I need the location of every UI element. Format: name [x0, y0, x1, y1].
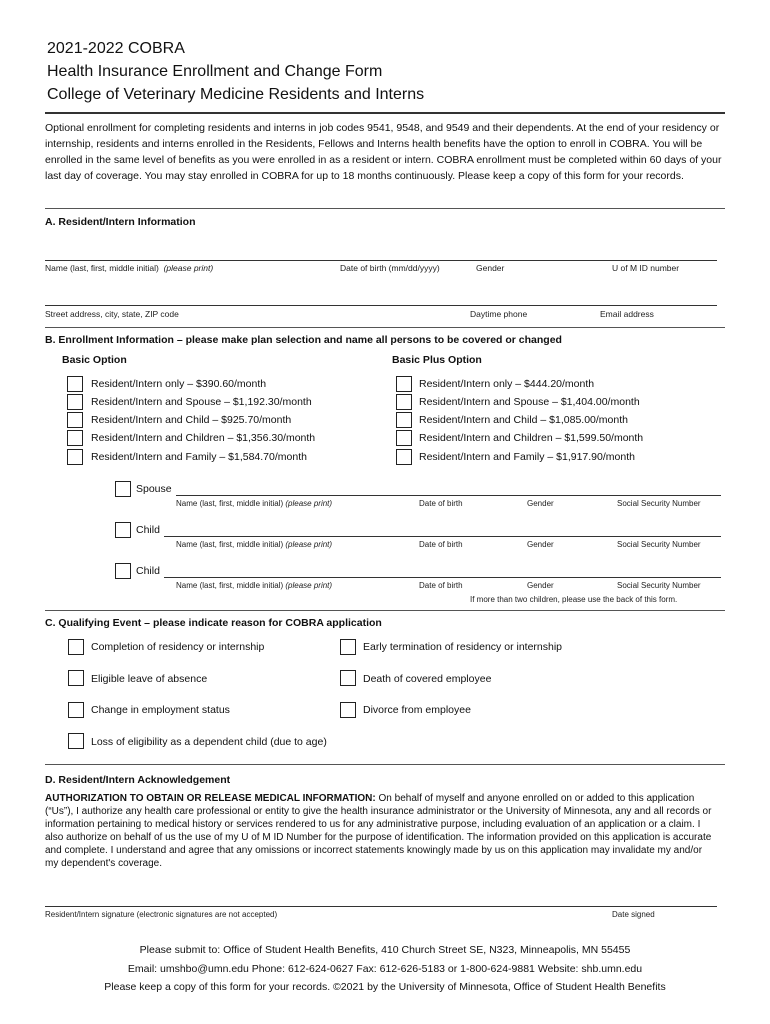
basic-plus-option-title: Basic Plus Option	[392, 354, 482, 366]
plus-option-label-4: Resident/Intern and Children – $1,599.50/month	[419, 432, 644, 444]
email-label: Email address	[600, 309, 654, 319]
plus-option-label-3: Resident/Intern and Child – $1,085.00/month	[419, 414, 628, 426]
event-divorce-label: Divorce from employee	[363, 704, 471, 716]
address-label: Street address, city, state, ZIP code	[45, 309, 179, 319]
more-children-note: If more than two children, please use the back of this form.	[470, 595, 678, 604]
child-1-label: Child	[136, 524, 160, 536]
intro-paragraph: Optional enrollment for completing residents and interns in job codes 9541, 9548, and 9549 and their dependents. At the end of your residency or internship, residents and interns enrolled in the Residents, Fellows and Interns health benefits have the option to enroll in COBRA. You will be enrolled in the same level of benefits as you were enrolled in as a resident or intern. COBRA enrollment must be completed within 60 days of your last day of coverage. You may stay enrolled in COBRA for up to 18 months continuously. Please keep a copy of this form for your records.	[45, 122, 722, 182]
event-dependent-age-label: Loss of eligibility as a dependent child (due to age)	[91, 736, 327, 748]
spouse-checkbox[interactable]	[115, 481, 131, 497]
basic-option-checkbox-3[interactable]	[67, 412, 83, 428]
spouse-name-label: Name (last, first, middle initial) (please print)	[176, 499, 333, 508]
footer-copyright: Please keep a copy of this form for your records. ©2021 by the University of Minnesota, Office of Student Health Benefits	[104, 981, 666, 993]
resident-info-line-2[interactable]	[45, 305, 717, 306]
plus-option-label-1: Resident/Intern only – $444.20/month	[419, 378, 595, 390]
basic-option-checkbox-1[interactable]	[67, 376, 83, 392]
footer-address: Please submit to: Office of Student Health Benefits, 410 Church Street SE, N323, Minneapolis, MN 55455	[139, 944, 631, 956]
spouse-info-line[interactable]	[176, 495, 721, 496]
basic-option-title: Basic Option	[62, 354, 127, 366]
section-a-divider	[45, 327, 725, 328]
child-1-ssn-label: Social Security Number	[617, 540, 701, 549]
form-subtitle: College of Veterinary Medicine Residents and Interns	[47, 86, 425, 103]
event-employment-change-checkbox[interactable]	[68, 702, 84, 718]
section-c-divider	[45, 764, 725, 765]
dob-label: Date of birth (mm/dd/yyyy)	[340, 263, 440, 273]
authorization-heading: AUTHORIZATION TO OBTAIN OR RELEASE MEDICAL INFORMATION:	[45, 793, 376, 804]
basic-option-label-4: Resident/Intern and Children – $1,356.30/month	[91, 432, 316, 444]
event-leave-label: Eligible leave of absence	[91, 673, 208, 685]
plus-option-label-2: Resident/Intern and Spouse – $1,404.00/month	[419, 396, 640, 408]
basic-option-label-5: Resident/Intern and Family – $1,584.70/month	[91, 451, 307, 463]
phone-label: Daytime phone	[470, 309, 528, 319]
child-2-ssn-label: Social Security Number	[617, 581, 701, 590]
event-completion-checkbox[interactable]	[68, 639, 84, 655]
signature-line[interactable]	[45, 906, 717, 907]
child-2-info-line[interactable]	[164, 577, 721, 578]
name-label: Name (last, first, middle initial) (please print)	[45, 263, 214, 273]
basic-option-checkbox-5[interactable]	[67, 449, 83, 465]
event-early-termination-label: Early termination of residency or internship	[363, 641, 563, 653]
child-1-info-line[interactable]	[164, 536, 721, 537]
event-employment-change-label: Change in employment status	[91, 704, 230, 716]
footer-contact: Email: umshbo@umn.edu Phone: 612-624-0627 Fax: 612-626-5183 or 1-800-624-9881 Website: shb.umn.edu	[127, 963, 643, 975]
spouse-dob-label: Date of birth	[419, 499, 463, 508]
child-1-checkbox[interactable]	[115, 522, 131, 538]
event-completion-label: Completion of residency or internship	[91, 641, 265, 653]
plus-option-checkbox-2[interactable]	[396, 394, 412, 410]
section-b-divider	[45, 610, 725, 611]
event-divorce-checkbox[interactable]	[340, 702, 356, 718]
event-dependent-age-checkbox[interactable]	[68, 733, 84, 749]
plus-option-label-5: Resident/Intern and Family – $1,917.90/month	[419, 451, 635, 463]
gender-label: Gender	[476, 263, 505, 273]
event-early-termination-checkbox[interactable]	[340, 639, 356, 655]
form-title: Health Insurance Enrollment and Change Form	[47, 63, 383, 80]
child-2-checkbox[interactable]	[115, 563, 131, 579]
basic-option-label-3: Resident/Intern and Child – $925.70/month	[91, 414, 292, 426]
authorization-text: On behalf of myself and anyone enrolled on or added to this application (“Us”), I authorize any health care professional or entity to give the health insurance administrator or the University of Minnesota, any and all records or information pertaining to medical history or services rendered to us for any administrative purpose, including evaluation of an application or a claim. I also authorize on behalf of us the use of my U of M ID Number for the purpose of identification. The information provided on this application is accurate and complete. I understand and agree that any omissions or incorrect statements knowingly made by us on this application may invalidate my and/or my dependent's coverage.	[45, 793, 712, 869]
section-c-heading: C. Qualifying Event – please indicate reason for COBRA application	[45, 617, 382, 629]
child-2-label: Child	[136, 565, 160, 577]
child-2-gender-label: Gender	[527, 581, 554, 590]
child-1-gender-label: Gender	[527, 540, 554, 549]
child-2-dob-label: Date of birth	[419, 581, 463, 590]
event-death-label: Death of covered employee	[363, 673, 492, 685]
basic-option-label-1: Resident/Intern only – $390.60/month	[91, 378, 267, 390]
event-leave-checkbox[interactable]	[68, 670, 84, 686]
event-death-checkbox[interactable]	[340, 670, 356, 686]
plus-option-checkbox-4[interactable]	[396, 430, 412, 446]
plus-option-checkbox-1[interactable]	[396, 376, 412, 392]
authorization-paragraph	[45, 792, 717, 870]
signature-label: Resident/Intern signature (electronic signatures are not accepted)	[45, 910, 278, 919]
child-1-name-label: Name (last, first, middle initial) (please print)	[176, 540, 333, 549]
form-title-year: 2021-2022 COBRA	[47, 40, 185, 57]
section-d-heading: D. Resident/Intern Acknowledgement	[45, 774, 231, 786]
section-b-heading: B. Enrollment Information – please make plan selection and name all persons to be covered or changed	[45, 334, 562, 346]
child-1-dob-label: Date of birth	[419, 540, 463, 549]
resident-info-line-1[interactable]	[45, 260, 717, 261]
section-a-heading: A. Resident/Intern Information	[45, 216, 196, 228]
basic-option-label-2: Resident/Intern and Spouse – $1,192.30/month	[91, 396, 312, 408]
spouse-gender-label: Gender	[527, 499, 554, 508]
plus-option-checkbox-3[interactable]	[396, 412, 412, 428]
spouse-ssn-label: Social Security Number	[617, 499, 701, 508]
intro-divider	[45, 208, 725, 209]
child-2-name-label: Name (last, first, middle initial) (please print)	[176, 581, 333, 590]
header-divider	[45, 112, 725, 114]
date-signed-label: Date signed	[612, 910, 655, 919]
umid-label: U of M ID number	[612, 263, 680, 273]
spouse-label: Spouse	[136, 483, 172, 495]
basic-option-checkbox-4[interactable]	[67, 430, 83, 446]
basic-option-checkbox-2[interactable]	[67, 394, 83, 410]
plus-option-checkbox-5[interactable]	[396, 449, 412, 465]
